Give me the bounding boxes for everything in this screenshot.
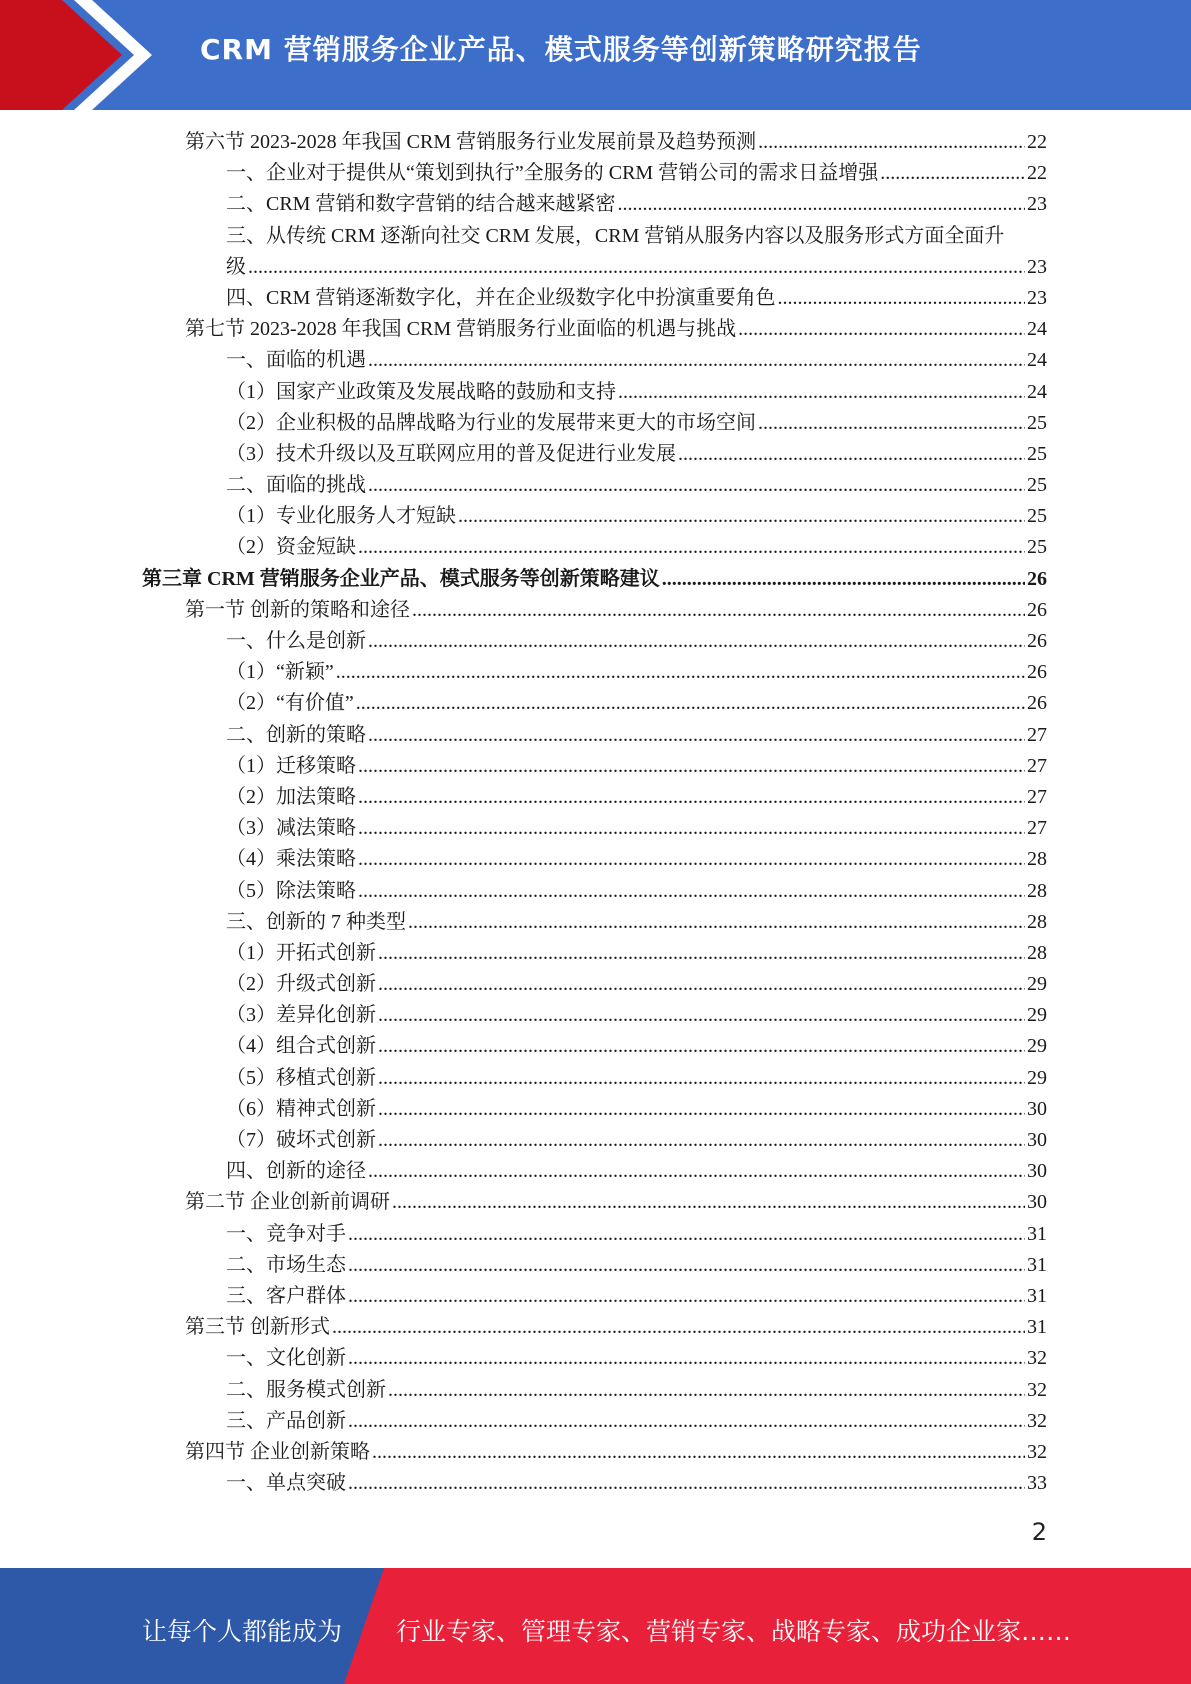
toc-entry-title: 第七节 2023-2028 年我国 CRM 营销服务行业面临的机遇与挑战 [185,318,737,341]
toc-entry-title: （6）精神式创新 [226,1097,376,1120]
toc-entry-title: 第三章 CRM 营销服务企业产品、模式服务等创新策略建议 [142,567,660,590]
toc-leader-dots [412,595,1025,626]
toc-page-number: 27 [1027,785,1047,808]
toc-entry-title: 一、什么是创新 [226,630,366,653]
toc-entry[interactable] [0,1343,1191,1374]
footer-slogan-left: 让每个人都能成为 [142,1617,343,1646]
toc-entry-title: 三、创新的 7 种类型 [226,910,406,933]
toc-entry-title: （1）“新颖” [226,661,334,684]
toc-page-number: 30 [1027,1097,1047,1120]
toc-leader-dots [368,470,1025,501]
toc-leader-dots [348,1250,1025,1281]
toc-entry-title: 三、从传统 CRM 逐渐向社交 CRM 发展，CRM 营销从服务内容以及服务形式方面全面升 [226,224,1005,247]
toc-page-number: 32 [1027,1409,1047,1432]
toc-entry[interactable] [0,221,1191,283]
toc-entry-title: （2）企业积极的品牌战略为行业的发展带来更大的市场空间 [226,411,756,434]
toc-entry-title: 二、服务模式创新 [226,1378,386,1401]
toc-page-number: 25 [1027,505,1047,528]
toc-entry[interactable] [0,907,1191,938]
toc-leader-dots [358,782,1025,813]
toc-leader-dots [358,876,1025,907]
toc-page-number: 24 [1027,318,1047,341]
toc-entry[interactable] [0,377,1191,408]
toc-entry[interactable] [0,782,1191,813]
toc-page-number: 25 [1027,442,1047,465]
toc-entry[interactable] [0,876,1191,907]
toc-entry-title: 四、CRM 营销逐渐数字化，并在企业级数字化中扮演重要角色 [226,286,776,309]
toc-entry-title: 一、面临的机遇 [226,349,366,372]
toc-entry-title: （2）升级式创新 [226,973,376,996]
toc-leader-dots [458,501,1025,532]
toc-entry-title: （3）差异化创新 [226,1004,376,1027]
toc-page-number: 23 [1027,193,1047,216]
toc-leader-dots [738,314,1025,345]
toc-leader-dots [358,751,1025,782]
toc-entry[interactable] [0,345,1191,376]
toc-leader-dots [617,189,1025,220]
toc-leader-dots [392,1187,1025,1218]
toc-entry[interactable] [0,564,1191,595]
toc-entry[interactable] [0,1094,1191,1125]
toc-page-number: 32 [1027,1378,1047,1401]
toc-leader-dots [358,813,1025,844]
toc-page-number: 22 [1027,131,1047,153]
toc-entry[interactable] [0,1406,1191,1437]
toc-page-number: 26 [1027,661,1047,684]
toc-entry[interactable] [0,938,1191,969]
toc-page-number: 27 [1027,754,1047,777]
toc-entry-title: 一、文化创新 [226,1347,346,1370]
toc-entry-title: （4）乘法策略 [226,848,356,871]
toc-leader-dots [378,1125,1025,1156]
toc-entry-title: （2）“有价值” [226,692,354,715]
toc-entry-title: （1）国家产业政策及发展战略的鼓励和支持 [226,380,616,403]
toc-page-number: 24 [1027,349,1047,372]
toc-entry[interactable] [0,1437,1191,1468]
toc-entry[interactable] [0,1219,1191,1250]
toc-page-number: 31 [1027,1316,1047,1339]
report-title: CRM 营销服务企业产品、模式服务等创新策略研究报告 [200,33,922,66]
toc-page-number: 31 [1027,1253,1047,1276]
toc-entry[interactable] [0,720,1191,751]
toc-entry-title: 第一节 创新的策略和途径 [185,598,410,621]
toc-page-number: 32 [1027,1347,1047,1370]
toc-leader-dots [378,1063,1025,1094]
toc-entry-title: 二、CRM 营销和数字营销的结合越来越紧密 [226,193,616,216]
toc-entry[interactable] [0,1375,1191,1406]
toc-leader-dots [336,657,1025,688]
toc-entry[interactable] [0,189,1191,220]
toc-entry[interactable] [0,1250,1191,1281]
toc-page-number: 29 [1027,1066,1047,1089]
header-arrow-decoration [0,0,160,110]
toc-entry-title: 二、市场生态 [226,1253,346,1276]
toc-entry-title: （3）技术升级以及互联网应用的普及促进行业发展 [226,442,676,465]
toc-page-number: 29 [1027,1004,1047,1027]
toc-leader-dots [368,626,1025,657]
toc-entry-title: 三、产品创新 [226,1409,346,1432]
toc-entry[interactable] [0,1187,1191,1218]
toc-leader-dots [358,532,1025,563]
toc-entry[interactable] [0,1031,1191,1062]
toc-entry[interactable] [0,688,1191,719]
toc-page-number: 29 [1027,973,1047,996]
toc-entry[interactable] [0,314,1191,345]
toc-leader-dots [348,1406,1025,1437]
toc-entry[interactable] [0,532,1191,563]
toc-page-number: 26 [1027,630,1047,653]
toc-page-number: 27 [1027,723,1047,746]
toc-entry-title: 四、创新的途径 [226,1160,366,1183]
toc-entry-title: 一、企业对于提供从“策划到执行”全服务的 CRM 营销公司的需求日益增强 [226,162,879,185]
toc-page-number: 30 [1027,1160,1047,1183]
toc-leader-dots [618,377,1025,408]
toc-entry-title: 第六节 2023-2028 年我国 CRM 营销服务行业发展前景及趋势预测 [185,131,757,153]
toc-page-number: 25 [1027,474,1047,497]
toc-entry[interactable] [0,408,1191,439]
toc-entry[interactable] [0,158,1191,189]
toc-page-number: 28 [1027,848,1047,871]
toc-leader-dots [378,938,1025,969]
toc-entry-title: 第三节 创新形式 [185,1316,330,1339]
toc-page-number: 28 [1027,879,1047,902]
toc-page-number: 33 [1027,1472,1047,1495]
toc-entry-title: （5）除法策略 [226,879,356,902]
toc-leader-dots [248,252,1025,283]
toc-entry-title: 三、客户群体 [226,1284,346,1307]
toc-leader-dots [758,408,1025,439]
toc-leader-dots [368,720,1025,751]
toc-entry[interactable] [0,439,1191,470]
toc-entry[interactable] [0,751,1191,782]
toc-leader-dots [348,1281,1025,1312]
toc-page-number: 32 [1027,1440,1047,1463]
toc-entry-title: （3）减法策略 [226,817,356,840]
toc-entry[interactable] [0,1312,1191,1343]
toc-entry-title: （7）破坏式创新 [226,1129,376,1152]
toc-leader-dots [372,1437,1025,1468]
toc-leader-dots [368,345,1025,376]
toc-page-number: 26 [1027,598,1047,621]
toc-entry[interactable] [0,813,1191,844]
toc-entry[interactable] [0,127,1191,158]
toc-entry-title: （5）移植式创新 [226,1066,376,1089]
toc-leader-dots [368,1156,1025,1187]
toc-page-number: 23 [1027,255,1047,278]
toc-leader-dots [378,1031,1025,1062]
toc-entry[interactable] [0,1156,1191,1187]
toc-entry-title: 二、面临的挑战 [226,474,366,497]
toc-page-number: 26 [1027,692,1047,715]
toc-entry[interactable] [0,595,1191,626]
toc-entry-title: 第二节 企业创新前调研 [185,1191,390,1214]
toc-page-number: 30 [1027,1129,1047,1152]
toc-entry-title: （2）加法策略 [226,785,356,808]
toc-page-number: 25 [1027,411,1047,434]
toc-leader-dots [378,969,1025,1000]
toc-leader-dots [678,439,1025,470]
toc-leader-dots [358,844,1025,875]
toc-entry[interactable] [0,283,1191,314]
toc-leader-dots [777,283,1025,314]
toc-entry[interactable] [0,1063,1191,1094]
table-of-contents [0,127,1191,1499]
toc-leader-dots [356,688,1025,719]
toc-page-number: 26 [1027,567,1047,590]
page-number: 2 [1031,1518,1047,1546]
toc-entry-title: （1）开拓式创新 [226,941,376,964]
toc-page-number: 31 [1027,1222,1047,1245]
toc-leader-dots [378,1000,1025,1031]
toc-entry[interactable] [0,1125,1191,1156]
toc-page-number: 22 [1027,162,1047,185]
toc-entry[interactable] [0,470,1191,501]
footer-banner [0,1568,1191,1684]
report-header [0,0,1191,110]
toc-page-number: 29 [1027,1035,1047,1058]
toc-entry[interactable] [0,626,1191,657]
toc-page-number: 24 [1027,380,1047,403]
toc-entry-title-continued: 级 [226,255,246,278]
toc-leader-dots [332,1312,1025,1343]
toc-page-number: 28 [1027,941,1047,964]
toc-page-number: 30 [1027,1191,1047,1214]
toc-leader-dots [408,907,1025,938]
toc-entry-title: （2）资金短缺 [226,536,356,559]
toc-entry-title: （1）专业化服务人才短缺 [226,505,456,528]
toc-entry-title: 一、竞争对手 [226,1222,346,1245]
toc-entry[interactable] [0,1281,1191,1312]
toc-entry[interactable] [0,1468,1191,1499]
toc-page-number: 27 [1027,817,1047,840]
toc-entry[interactable] [0,657,1191,688]
toc-leader-dots [348,1468,1025,1499]
toc-entry[interactable] [0,501,1191,532]
footer-slogan-right: 行业专家、管理专家、营销专家、战略专家、成功企业家…… [396,1617,1072,1646]
toc-entry-title: 一、单点突破 [226,1472,346,1495]
toc-leader-dots [388,1375,1025,1406]
toc-entry[interactable] [0,844,1191,875]
toc-page-number: 28 [1027,910,1047,933]
toc-page-number: 25 [1027,536,1047,559]
toc-entry-title: 二、创新的策略 [226,723,366,746]
toc-entry[interactable] [0,1000,1191,1031]
toc-entry-title: （4）组合式创新 [226,1035,376,1058]
toc-entry-title: 第四节 企业创新策略 [185,1440,370,1463]
toc-leader-dots [662,564,1025,595]
toc-page-number: 31 [1027,1284,1047,1307]
toc-leader-dots [880,158,1025,189]
toc-leader-dots [348,1343,1025,1374]
toc-entry-title: （1）迁移策略 [226,754,356,777]
toc-leader-dots [348,1219,1025,1250]
toc-leader-dots [378,1094,1025,1125]
toc-entry[interactable] [0,969,1191,1000]
toc-page-number: 23 [1027,286,1047,309]
toc-leader-dots [758,127,1025,158]
